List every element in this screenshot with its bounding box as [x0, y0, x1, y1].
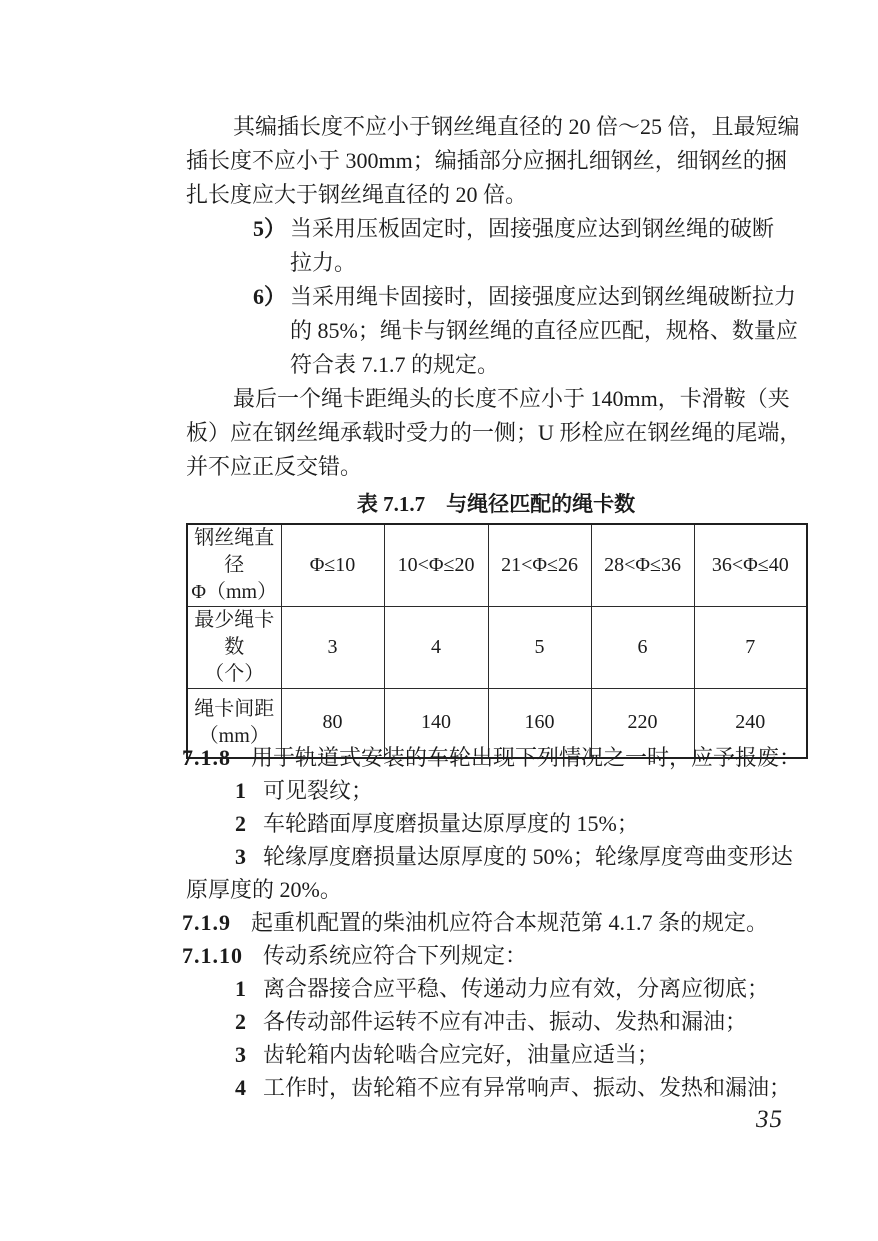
section-7-1-9-text: 起重机配置的柴油机应符合本规范第 4.1.7 条的规定。 — [251, 910, 769, 935]
min-clamps-label-cell — [187, 607, 281, 689]
body-text-bottom — [182, 741, 818, 1104]
spacing-value-1: 80 — [281, 689, 384, 758]
section-7-1-10-number: 7.1.10 — [182, 943, 243, 968]
item-number: 2 — [235, 1009, 246, 1034]
section-7-1-10-title: 传动系统应符合下列规定： — [263, 943, 528, 968]
item-number: 3 — [235, 844, 246, 869]
min-clamps-value-1: 3 — [281, 607, 384, 689]
item-6-line1 — [186, 280, 818, 314]
section-7-1-8-item-2 — [186, 807, 818, 840]
section-7-1-8-number: 7.1.8 — [182, 745, 231, 770]
rope-clamp-table — [186, 523, 808, 759]
min-clamps-value-5: 7 — [694, 607, 807, 689]
page-number: 35 — [756, 1106, 783, 1133]
min-clamps-value-3: 5 — [488, 607, 591, 689]
spacing-label-line1: 绳卡间距 — [194, 697, 275, 720]
diameter-label-cell — [187, 524, 281, 607]
item-number: 2 — [235, 811, 246, 836]
item-6-line2: 的 85%；绳卡与钢丝绳的直径应匹配，规格、数量应 — [290, 318, 798, 343]
header-range-2: 10<Φ≤20 — [384, 524, 488, 607]
section-7-1-8-item-3 — [186, 840, 818, 873]
header-range-1: Φ≤10 — [281, 524, 384, 607]
item-6-text1: 当采用绳卡固接时，固接强度应达到钢丝绳破断拉力 — [290, 284, 797, 309]
section-7-1-10-item-1 — [186, 972, 818, 1005]
section-7-1-8-heading — [182, 741, 818, 774]
header-range-5: 36<Φ≤40 — [694, 524, 807, 607]
item-text: 工作时，齿轮箱不应有异常响声、振动、发热和漏油； — [263, 1075, 792, 1100]
paragraph-splice-line2: 插长度不应小于 300mm；编插部分应捆扎细钢丝，细钢丝的捆 — [186, 148, 787, 173]
section-7-1-8-item-3-continuation: 原厚度的 20%。 — [186, 877, 342, 902]
paragraph-splice-line1: 其编插长度不应小于钢丝绳直径的 20 倍～25 倍，且最短编 — [233, 114, 800, 139]
min-clamps-value-4: 6 — [591, 607, 694, 689]
item-6-number: 6） — [253, 284, 287, 309]
diameter-label-line1: 钢丝绳直径 — [194, 527, 275, 576]
item-text: 车轮踏面厚度磨损量达原厚度的 15%； — [263, 811, 639, 836]
body-text-top — [186, 110, 818, 484]
paragraph-clamp-line3: 并不应正反交错。 — [186, 454, 363, 479]
item-text: 轮缘厚度磨损量达原厚度的 50%；轮缘厚度弯曲变形达 — [263, 844, 793, 869]
header-range-4: 28<Φ≤36 — [591, 524, 694, 607]
section-7-1-9-number: 7.1.9 — [182, 910, 231, 935]
paragraph-clamp-line2: 板）应在钢丝绳承载时受力的一侧；U 形栓应在钢丝绳的尾端， — [186, 420, 802, 445]
header-range-3: 21<Φ≤26 — [488, 524, 591, 607]
item-number: 1 — [235, 778, 246, 803]
item-number: 1 — [235, 976, 246, 1001]
item-6-line3: 符合表 7.1.7 的规定。 — [290, 352, 500, 377]
item-5-text1: 当采用压板固定时，固接强度应达到钢丝绳的破断 — [290, 216, 775, 241]
spacing-value-3: 160 — [488, 689, 591, 758]
diameter-label-line2: Φ（mm） — [191, 581, 278, 603]
section-7-1-10-heading — [182, 939, 818, 972]
item-text: 各传动部件运转不应有冲击、振动、发热和漏油； — [263, 1009, 748, 1034]
section-7-1-8-item-1 — [186, 774, 818, 807]
paragraph-clamp-line1: 最后一个绳卡距绳头的长度不应小于 140mm，卡滑鞍（夹 — [233, 386, 790, 411]
item-5-number: 5） — [253, 216, 287, 241]
section-7-1-10-item-4 — [186, 1071, 818, 1104]
item-number: 3 — [235, 1042, 246, 1067]
table-row-min-clamps — [187, 607, 807, 689]
min-clamps-label-line1: 最少绳卡数 — [194, 609, 275, 658]
paragraph-splice-line3: 扎长度应大于钢丝绳直径的 20 倍。 — [186, 182, 528, 207]
spacing-value-4: 220 — [591, 689, 694, 758]
spacing-value-5: 240 — [694, 689, 807, 758]
item-5-line2: 拉力。 — [290, 250, 357, 275]
section-7-1-8-title: 用于轨道式安装的车轮出现下列情况之一时，应予报废： — [251, 745, 802, 770]
min-clamps-value-2: 4 — [384, 607, 488, 689]
item-5-line1 — [186, 212, 818, 246]
item-text: 离合器接合应平稳、传递动力应有效，分离应彻底； — [263, 976, 770, 1001]
section-7-1-9-heading — [182, 906, 818, 939]
spacing-label-line2: （mm） — [198, 724, 270, 747]
table-caption: 表 7.1.7 与绳径匹配的绳卡数 — [356, 492, 636, 516]
rope-clamp-table-wrapper — [186, 523, 808, 759]
item-text: 齿轮箱内齿轮啮合应完好，油量应适当； — [263, 1042, 660, 1067]
section-7-1-10-item-2 — [186, 1005, 818, 1038]
item-text: 可见裂纹； — [263, 778, 374, 803]
min-clamps-label-line2: （个） — [204, 663, 265, 685]
section-7-1-10-item-3 — [186, 1038, 818, 1071]
table-header-row — [187, 524, 807, 607]
item-number: 4 — [235, 1075, 246, 1100]
spacing-value-2: 140 — [384, 689, 488, 758]
